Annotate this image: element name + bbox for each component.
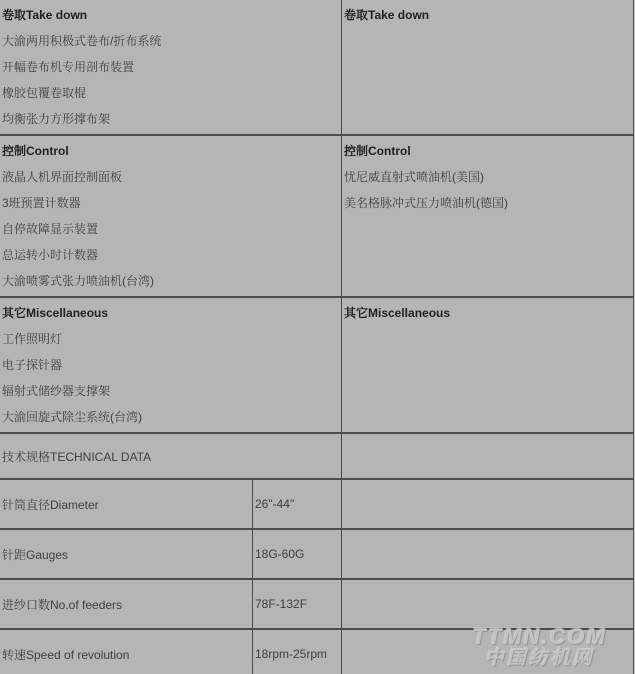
spec-value: 26"-44" <box>253 479 342 529</box>
section-header: 其它Miscellaneous <box>2 306 109 320</box>
technical-data-header-row <box>0 433 634 479</box>
spec-value: 18rpm-25rpm <box>253 629 342 674</box>
feature-item: 开幅卷布机专用剖布装置 <box>2 60 135 74</box>
feature-item: 大渝两用积极式卷布/折布系统 <box>2 34 162 48</box>
spec-label: 转速Speed of revolution <box>0 629 253 674</box>
feature-cell-left <box>0 0 342 135</box>
watermark-site: TTMN.COM <box>472 624 607 649</box>
empty-cell <box>342 433 634 479</box>
spec-row-1 <box>0 529 634 579</box>
feature-cell-left <box>0 135 342 297</box>
feature-item: 工作照明灯 <box>2 332 63 346</box>
feature-item: 液晶人机界面控制面板 <box>2 170 123 184</box>
spec-value: 18G-60G <box>253 529 342 579</box>
watermark-site-name: 中国纺机网 <box>484 648 595 669</box>
feature-item: 美名格脉冲式压力喷油机(德国) <box>344 196 508 210</box>
spec-row-2 <box>0 579 634 629</box>
section-header: 控制Control <box>344 144 411 158</box>
technical-data-header-cell: 技术规格TECHNICAL DATA <box>0 433 342 479</box>
empty-cell <box>342 629 634 674</box>
spec-label: 针距Gauges <box>0 529 253 579</box>
feature-item: 忧尼威直射式喷油机(美国) <box>344 170 484 184</box>
feature-item: 自停故障显示装置 <box>2 222 99 236</box>
feature-cell-left <box>0 297 342 433</box>
feature-item: 总运转小时计数器 <box>2 248 99 262</box>
section-header: 其它Miscellaneous <box>344 306 451 320</box>
spec-label: 进纱口数No.of feeders <box>0 579 253 629</box>
feature-item: 电子探针器 <box>2 358 63 372</box>
section-header: 控制Control <box>2 144 69 158</box>
feature-cell-right <box>342 0 634 135</box>
empty-cell <box>342 479 634 529</box>
spec-value: 78F-132F <box>253 579 342 629</box>
feature-section-row-2 <box>0 297 634 433</box>
feature-section-row-1 <box>0 135 634 297</box>
feature-section-row-0 <box>0 0 634 135</box>
feature-item: 辐射式储纱器支撑架 <box>2 384 111 398</box>
spec-row-3 <box>0 629 634 674</box>
section-header: 卷取Take down <box>344 8 430 22</box>
feature-item: 大渝回旋式除尘系统(台湾) <box>2 410 142 424</box>
feature-cell-right <box>342 297 634 433</box>
feature-item: 大渝喷雾式张力喷油机(台湾) <box>2 274 154 288</box>
empty-cell <box>342 529 634 579</box>
spec-row-0 <box>0 479 634 529</box>
feature-item: 3班预置计数器 <box>2 196 81 210</box>
empty-cell <box>342 579 634 629</box>
section-header: 卷取Take down <box>2 8 88 22</box>
feature-item: 橡胶包覆卷取棍 <box>2 86 87 100</box>
spec-label: 针筒直径Diameter <box>0 479 253 529</box>
feature-item: 均衡张力方形撑布架 <box>2 112 111 126</box>
feature-cell-right <box>342 135 634 297</box>
